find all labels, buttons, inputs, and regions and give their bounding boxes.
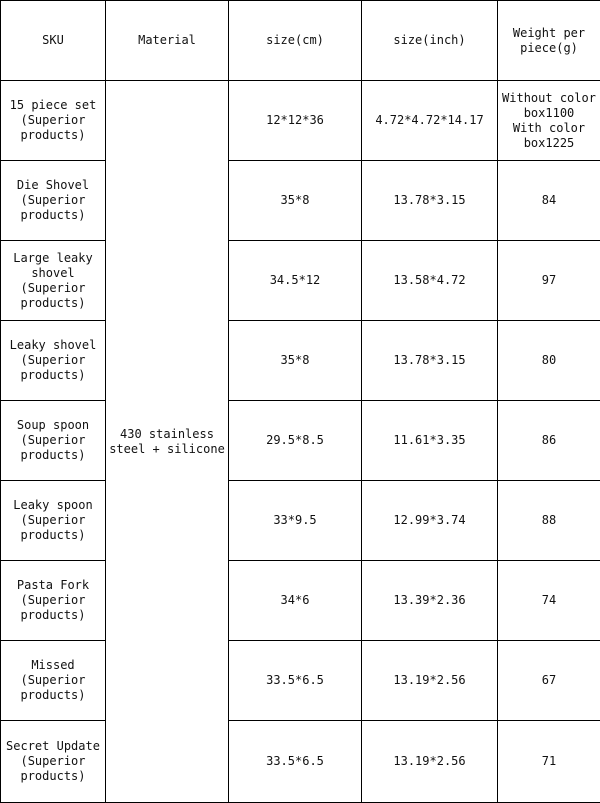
weight-cell: 88: [498, 481, 600, 561]
sku-cell: 15 piece set (Superior products): [1, 81, 106, 161]
table-row: [1, 721, 600, 803]
size-cm-cell: 35*8: [229, 321, 362, 401]
sku-cell: Large leaky shovel (Superior products): [1, 241, 106, 321]
size-inch-cell: 13.19*2.56: [362, 641, 498, 721]
weight-cell: 74: [498, 561, 600, 641]
table-row: [1, 481, 600, 561]
weight-cell: 80: [498, 321, 600, 401]
sku-cell: Pasta Fork (Superior products): [1, 561, 106, 641]
sku-cell: Soup spoon (Superior products): [1, 401, 106, 481]
table-row: [1, 241, 600, 321]
size-cm-cell: 12*12*36: [229, 81, 362, 161]
size-cm-cell: 29.5*8.5: [229, 401, 362, 481]
sku-cell: Leaky shovel (Superior products): [1, 321, 106, 401]
size-cm-cell: 33*9.5: [229, 481, 362, 561]
sku-cell: Die Shovel (Superior products): [1, 161, 106, 241]
size-inch-cell: 13.78*3.15: [362, 321, 498, 401]
table-row: [1, 81, 600, 161]
table-header-row: [1, 1, 600, 81]
table-row: [1, 321, 600, 401]
material-cell: 430 stainless steel + silicone: [106, 81, 229, 803]
size-inch-cell: 11.61*3.35: [362, 401, 498, 481]
table-row: [1, 641, 600, 721]
header-weight: Weight per piece(g): [498, 1, 600, 81]
header-size-inch: size(inch): [362, 1, 498, 81]
size-inch-cell: 13.39*2.36: [362, 561, 498, 641]
weight-cell: Without color box1100 With color box1225: [498, 81, 600, 161]
size-cm-cell: 33.5*6.5: [229, 641, 362, 721]
header-material: Material: [106, 1, 229, 81]
size-cm-cell: 35*8: [229, 161, 362, 241]
sku-cell: Missed (Superior products): [1, 641, 106, 721]
table-row: [1, 161, 600, 241]
weight-cell: 97: [498, 241, 600, 321]
weight-cell: 84: [498, 161, 600, 241]
size-cm-cell: 33.5*6.5: [229, 721, 362, 803]
header-size-cm: size(cm): [229, 1, 362, 81]
table-row: [1, 561, 600, 641]
header-sku: SKU: [1, 1, 106, 81]
size-cm-cell: 34*6: [229, 561, 362, 641]
weight-cell: 71: [498, 721, 600, 803]
size-inch-cell: 13.58*4.72: [362, 241, 498, 321]
weight-cell: 67: [498, 641, 600, 721]
sku-cell: Leaky spoon (Superior products): [1, 481, 106, 561]
size-inch-cell: 12.99*3.74: [362, 481, 498, 561]
size-inch-cell: 13.19*2.56: [362, 721, 498, 803]
table-row: [1, 401, 600, 481]
size-inch-cell: 13.78*3.15: [362, 161, 498, 241]
weight-cell: 86: [498, 401, 600, 481]
sku-cell: Secret Update (Superior products): [1, 721, 106, 803]
size-cm-cell: 34.5*12: [229, 241, 362, 321]
size-inch-cell: 4.72*4.72*14.17: [362, 81, 498, 161]
